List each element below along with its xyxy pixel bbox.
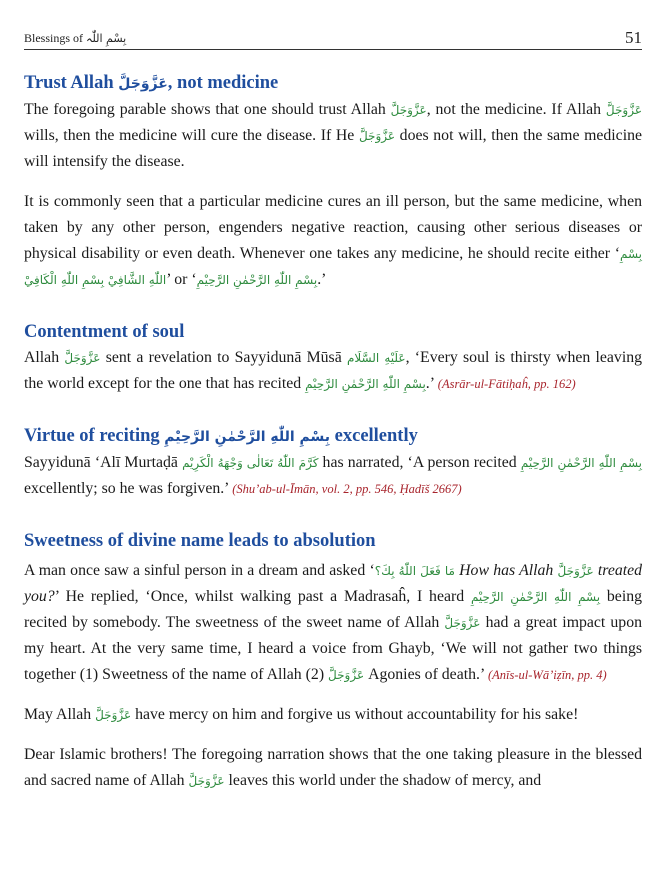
page-number: 51 <box>625 28 642 47</box>
paragraph-virtue: Sayyidunā ‘Alī Murtaḍā كَرَّمَ اللّٰهُ تَعَالٰی وَجْهَهُ الْكَرِيْم has narrated, ‘A person recited بِسْمِ اللّٰهِ الرَّحْمٰنِ الرَّحِیْمِ excellently; so he was forgiven.’ (Shu’ab-ul-Īmān, vol. 2, pp. 546, Ḥadīš 2667) <box>24 454 643 497</box>
paragraph-parable: The foregoing parable shows that one should trust Allah عَزَّوَجَلَّ, not the medicine. If Allah عَزَّوَجَلَّ wills, then the medicine will cure the disease. If He عَزَّوَجَلَّ does not will, then the same medicine will intensify the disease. <box>24 101 642 170</box>
paragraph-medicine: It is commonly seen that a particular medicine cures an ill person, but the same medicine, when taken by any other person, engenders negative reaction, causing other serious diseases or physical disability or even death. Whenever one takes any medicine, he should recite either ‘بِسْمِ اللّٰهِ الشَّافِيْ بِسْمِ اللّٰهِ الْكَافِيْ’ or ‘بِسْمِ اللّٰهِ الرَّحْمٰنِ الرَّحِیْمِ.’ <box>24 193 642 288</box>
paragraph-dream-narration: A man once saw a sinful person in a dream and asked ‘مَا فَعَلَ اللّٰهُ بِكَ؟ How has Allah عَزَّوَجَلَّ treated you?’ He replied, ‘Once, whilst walking past a Madrasaĥ, I heard بِسْمِ اللّٰهِ الرَّحْمٰنِ الرَّحِیْمِ being recited by somebody. The sweetness of the sweet name of Allah عَزَّوَجَلَّ had a great impact upon my heart. At the very same time, I heard a voice from Ghayb, ‘We will not gather two things together (1) Sweetness of the name of Allah عَزَّوَجَلَّ (2) Agonies of death.’ (Anīs-ul-Wā’iẓīn, pp. 4) <box>24 562 643 683</box>
heading-sweetness-of-divine-name: Sweetness of divine name leads to absolution <box>24 531 376 551</box>
heading-virtue-of-reciting: Virtue of reciting بِسْمِ اللّٰهِ الرَّحْمٰنِ الرَّحِیْمِ excellently <box>24 426 418 446</box>
reference-citation: (Shu’ab-ul-Īmān, vol. 2, pp. 546, Ḥadīš 2667) <box>232 482 462 496</box>
paragraph-contentment: Allah عَزَّوَجَلَّ sent a revelation to Sayyidunā Mūsā عَلَیْهِ السَّلَام, ‘Every soul is thirsty when leaving the world except for the one that has recited بِسْمِ اللّٰهِ الرَّحْمٰنِ الرَّحِیْمِ.’ (Asrār-ul-Fātiḥaĥ, pp. 162) <box>24 349 643 392</box>
heading-trust-allah: Trust Allah عَزَّوَجَلَّ, not medicine <box>24 73 279 93</box>
running-header <box>24 28 642 50</box>
paragraph-supplication: May Allah عَزَّوَجَلَّ have mercy on him and forgive us without accountability for his sake! <box>24 706 579 723</box>
header-divider <box>24 49 642 50</box>
reference-citation: (Asrār-ul-Fātiḥaĥ, pp. 162) <box>437 377 576 391</box>
running-header-title: Blessings of بِسْمِ اللّٰہ <box>24 31 127 45</box>
page-content <box>24 70 642 794</box>
paragraph-dear-brothers: Dear Islamic brothers! The foregoing narration shows that the one taking pleasure in the blessed and sacred name of Allah عَزَّوَجَلَّ leaves this world under the shadow of mercy, and <box>24 746 642 789</box>
heading-contentment-of-soul: Contentment of soul <box>24 322 185 342</box>
reference-citation: (Anīs-ul-Wā’iẓīn, pp. 4) <box>487 668 607 682</box>
